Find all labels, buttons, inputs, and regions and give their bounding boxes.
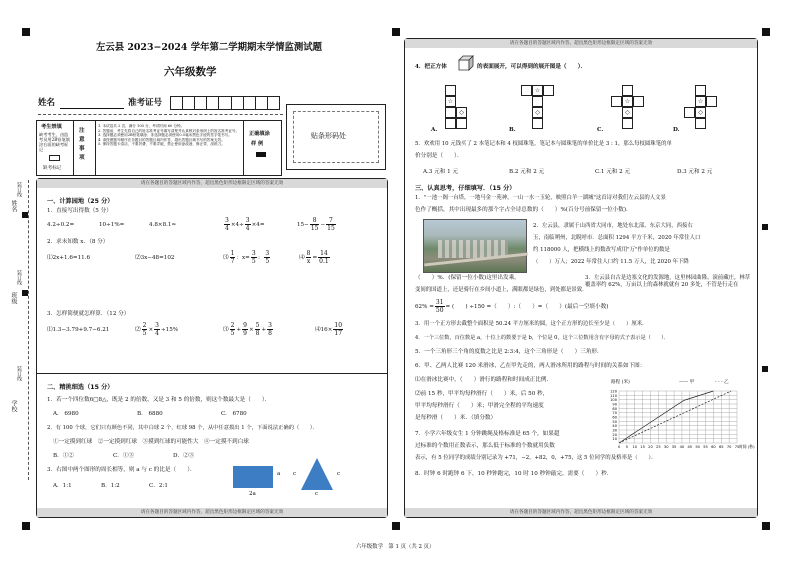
fill-7-d: 是每秒滑（ ）米．（填分数） [415, 415, 497, 421]
q1-e: 15− $\frac{8}{15}$ − $\frac{7}{15}$ [297, 217, 335, 232]
barcode-label: 贴条形码处 [311, 132, 346, 140]
chart-xtick-label: 75 [734, 445, 740, 449]
tri-side-c-left: c [293, 471, 297, 477]
tri-side-c-right: c [337, 471, 341, 477]
net-label-d: D. [673, 127, 680, 133]
side-label-class: 班级 [10, 292, 17, 304]
chart-xtick-label: 60 [711, 445, 716, 449]
fill-example-box [256, 152, 266, 157]
q3-c: ⑶ $\frac{2}{5}$ + $\frac{9}{9}$ × $\frac{5}{8}$ + $\frac{3}{8}$ [223, 322, 272, 337]
side-label-seal-3: 装订线 [16, 366, 22, 381]
net-label-c: C. [597, 127, 604, 133]
side-label-seal-2: 装订线 [16, 270, 22, 285]
choice-2-opt-d[interactable]: D．②③ [173, 453, 195, 459]
fill-2-f: 3．左云县自古是边塞文化的发源地，这里林园曲隆、滚前藏庄，林草覆盖率约 62%，万亩以上的森林就就有 20 多处，不管是行走在 [585, 275, 751, 288]
binding-line [28, 180, 29, 480]
chart-xtick-label: 35 [671, 445, 677, 449]
corner-mark-tl [22, 28, 30, 36]
chart-xtick-label: 25 [656, 445, 661, 449]
section-2-title: 二、精挑细选（15 分） [47, 384, 114, 391]
notice-side-label: 注意事项 [79, 128, 85, 161]
chart-xtick-label: 20 [648, 445, 653, 449]
chart-xtick-label: 70 [726, 445, 732, 449]
q5-opt-c[interactable]: C.1 元和 2 元 [595, 169, 631, 175]
left-banner-top: 请在各题目的答题区域内作答，超出黑色矩形边框限定区域的答案无效 [37, 179, 387, 188]
chart-legend-b: - - - 乙 [715, 380, 729, 385]
chart-plot [605, 385, 755, 451]
q2-d: ⑷ $\frac{8}{x}$ = $\frac{14}{0.1}$ [299, 250, 329, 265]
chart-ytick-label: 120 [610, 389, 617, 394]
right-banner-top: 请在各题目的答题区域内作答，超出黑色矩形边框限定区域的答案无效 [405, 39, 757, 48]
fill-6: 5．一个三角形三个角的度数之比是 2:3:4，这个三角形是（ ）三角形． [415, 349, 603, 355]
fill-2-g: 变间的国道上，还是骑行在乡间小道上，满眼都是绿色，到处都是景致． [415, 287, 588, 293]
chart-ytick-label: 10 [612, 437, 617, 442]
fill-2-e: （ ）%．(保留一位小数)这里出发乘。 [415, 275, 520, 281]
chart-xtick-label: 45 [687, 445, 693, 449]
q2-c: ⑶ $\frac{1}{7}$ ：x= $\frac{3}{5}$ ： $\frac{3}{5}$ [223, 250, 270, 265]
fill-4: 3．用一个正方形去截整个面积是 50.24 平方厘米的圆，这个正方形的边长至少是（ ）厘米． [415, 321, 648, 327]
chart-xtick-label: 5 [625, 445, 629, 449]
q2-title: 2．求未知数 x．（8 分） [47, 239, 109, 245]
q3-title: 3．怎样简便就怎样算．（12 分） [47, 311, 130, 317]
choice-3: 3．右图中两个图形的周长相等，则 a 与 c 的比是（ ）． [47, 467, 196, 473]
fill-example-label: 样 例 [251, 141, 264, 147]
q1-title: 1．直接写出得数（5 分） [47, 208, 112, 214]
chart-ytick-label: 110 [610, 393, 617, 398]
choice-2-line: ①一定摸到红球 ②一定摸到红球 ③摸到红球的可能性大 ④一定摸不到白球 [53, 439, 249, 445]
q5-opt-b[interactable]: B.2 元和 2 元 [509, 169, 545, 175]
barcode-area [286, 104, 386, 170]
tri-side-c-bottom: c [315, 491, 319, 497]
distance-time-chart [605, 379, 755, 451]
q5-text-b: 价分别是（ ）． [415, 153, 463, 159]
absent-mark-box[interactable] [49, 155, 60, 161]
fill-3: 62% = $\frac{31}{50}$ = ( ) ÷150 =（ ）:（ ）=（ ）(最后一空填小数) [415, 299, 609, 314]
net-label-a: A. [431, 127, 438, 133]
exam-no-label: 准考证号 [128, 98, 163, 108]
q2-a: ⑴2x+1.6=11.6 [47, 255, 91, 261]
cube-icon [457, 54, 475, 72]
q1-a: 4.2÷0.2= [47, 222, 75, 228]
notice-text: 缺考考生，由监考员用2B铅笔填涂右面的缺考标记 [39, 132, 70, 152]
choice-3-opt-c[interactable]: C．2:1 [149, 483, 168, 489]
side-mark-3 [762, 224, 768, 230]
q4-text: 的表面展开，可以得到的展开图是（ ）． [477, 64, 587, 70]
page-title: 左云县 2023−2024 学年第二学期期末学情监测试题 [96, 42, 322, 53]
corner-mark-bl [22, 522, 30, 530]
q5-opt-a[interactable]: A.3 元和 1 元 [423, 169, 459, 175]
rect-side-a: a [277, 471, 281, 477]
chart-ytick-label: 30 [612, 428, 617, 433]
chart-ytick-label: 100 [610, 398, 617, 403]
exam-no-grid[interactable] [170, 96, 280, 110]
left-banner-bottom: 请在各题目的答题区域内作答，超出黑色矩形边框限定区域的答案无效 [37, 508, 387, 517]
chart-ytick-label: 80 [612, 406, 617, 411]
chart-xtick-label: 0 [617, 445, 621, 449]
fill-9: 8．时钟 6 时跑钟 6 下，10 秒钟跑完，10 时 10 秒钟敲完，需要（ ）秒． [415, 471, 613, 477]
corner-mark-br [762, 522, 770, 530]
chart-ytick-label: 60 [612, 415, 617, 420]
chart-ytick-label: 90 [612, 402, 617, 407]
fill-8-b: 过标准的个数用正数表示，那么低于标准的个数就用负数 [415, 443, 555, 449]
choice-1-opt-a[interactable]: A. 6980 [53, 411, 79, 417]
side-mark-4 [762, 366, 768, 372]
chart-xtick-label: 15 [640, 445, 645, 449]
notice-title: 考生禁填 [41, 124, 62, 130]
q1-b: 10÷1%= [99, 222, 125, 228]
chart-ytick-label: 20 [612, 432, 617, 437]
corner-mark-bm [392, 522, 400, 530]
choice-3-opt-a[interactable]: A．1:1 [53, 483, 72, 489]
q1-d: $\frac{3}{4}$ ×4÷ $\frac{3}{4}$ ×4= [225, 217, 265, 232]
fill-2-d: （ ）万人；2022 年常住人口约 11.5 万人，比 2020 年下降 [533, 259, 689, 265]
fill-8: 7．小学六年级女生 1 分钟跳绳及格标准是 65 个，如果超 [415, 431, 560, 437]
corner-mark-tm [392, 28, 400, 36]
side-label-seal-1: 装订线 [16, 182, 22, 197]
q2-b: ⑵3x−48=102 [135, 255, 175, 261]
chart-xlabel: 时间 (秒) [739, 444, 755, 449]
rect-side-2a: 2a [249, 491, 256, 497]
right-banner-bottom: 请在各题目的答题区域内作答，超出黑色矩形边框限定区域的答案无效 [405, 508, 757, 517]
net-label-b: B. [509, 127, 516, 133]
fill-7-c: 甲平均每秒滑行（ ）米；甲滑完全程的平均速度 [415, 403, 544, 409]
chart-legend-a: —— 甲 [679, 380, 695, 385]
q5-opt-d[interactable]: D.3 元和 2 元 [677, 169, 713, 175]
triangle-figure [299, 457, 335, 491]
left-answer-panel [36, 178, 388, 518]
q3-d: ⑷16× $\frac{10}{17}$ [315, 322, 343, 337]
chart-xtick-label: 30 [663, 445, 669, 449]
side-label-school: 学校 [10, 400, 17, 412]
chart-xtick-label: 10 [632, 445, 638, 449]
corner-mark-tr [762, 28, 770, 36]
side-label-name: 姓名 [10, 200, 17, 212]
page-footer: 六年级数学 第 1 页（共 2 页） [356, 544, 435, 550]
chart-ytick-label: 50 [612, 419, 617, 424]
chart-ytick-label: 70 [612, 411, 617, 416]
chart-xtick-label: 40 [679, 445, 685, 449]
fill-5: 4．一个三位数，百位数是 a，十位上的数要于是 b，个位是 0，这个三位数用含有字母的式子表示是（ ）． [415, 335, 669, 341]
subject-title: 六年级数学 [164, 66, 217, 78]
fill-2: 2．左云县，隶属于山西省大同市，地处东北部，东京大同，西接右 [533, 223, 693, 229]
name-field[interactable] [60, 108, 124, 109]
fill-2-b: 玉，南临朔州，北睨呼市．总面积 1294 平方千米，2020 年常住人口 [533, 235, 701, 241]
fill-1: 1．"一池一阁一台塔，一地马金一苑神，一山一水一玉轮，映照白羊一湖城"这首诗对我们左云县的人文景 [415, 195, 666, 201]
section-3-title: 三、认真思考，仔细填写．（15 分） [415, 185, 516, 192]
q5-text: 5．欢欢用 10 元钱买了 2 本笔记本和 4 枝圆珠笔，笔记本与圆珠笔的单价比是 3 : 1，那么每枝圆珠笔的单 [415, 141, 672, 147]
fill-example-title: 正确填涂 [249, 131, 270, 137]
choice-2-opt-b[interactable]: B．①② [53, 453, 74, 459]
fill-1-b: 色作了概括，其中出现最多的那个字占全诗总数的（ ）%(百分号前保留一位小数)． [415, 207, 632, 213]
notice-items: 1. 本试卷共 2 页，满分 100 分，考试时间 60 分钟。 2. 答题前，考生先将自己的姓名准考证号填写清楚并认真核对条形码上的姓名准考证号。 3. 选择题必须使用2B铅笔填涂；非选择题必须使用0.5毫米黑色字迹的签字笔书写。 4. 请按照题号顺序在各题目的答题区域内作答，超出答题区域书写的答案无效。 5. 保持答题卡清洁，不要折叠、不要弄破，禁止使用涂改液、修正带、刮纸刀。 [98, 124, 240, 147]
choice-1-opt-c[interactable]: C. 6780 [221, 411, 247, 417]
q4-prefix: 4．把正方体 [415, 64, 447, 70]
rectangle-figure [233, 466, 273, 488]
choice-2: 2．有 100 个球，它们只有颜色不同，其中白球 2 个，红球 98 个，从中任意摸出 1 个，下面说法正确的（ ）． [47, 425, 318, 431]
fill-7-a: ⑴在滑冰比赛中，（ ）滑行的路程和时间成正比例． [415, 377, 553, 383]
fill-7-b: ⑵前 15 秒，甲平均每秒滑行（ ）米，后 50 秒， [415, 391, 549, 397]
city-aerial-photo [423, 219, 527, 273]
q3-a: ⑴1.3−3.79+9.7−6.21 [47, 327, 110, 333]
chart-ytick-label: 40 [612, 424, 617, 429]
notice-table [36, 120, 282, 176]
choice-3-opt-b[interactable]: B．1:2 [101, 483, 120, 489]
fill-2-c: 约 118000 人，把横线上的数改写成用"万"作单位的数是 [533, 247, 670, 253]
absent-mark-label: 缺考标记 [43, 166, 62, 171]
fill-7: 6．甲、乙两人比赛 120 米滑冰，乙在甲先走的，两人滑冰所用的路程与时间的关系如下图： [415, 363, 646, 369]
choice-2-opt-c[interactable]: C．①③ [113, 453, 135, 459]
q1-c: 4.8×8.1≈ [149, 222, 177, 228]
chart-xtick-label: 55 [703, 445, 708, 449]
exam-no-underline [38, 114, 283, 115]
name-label: 姓名 [38, 98, 56, 108]
chart-ylabel: 路程 (米) [611, 380, 630, 385]
section-1-title: 一、计算园地（25 分） [47, 198, 114, 205]
choice-1-opt-b[interactable]: B. 6880 [137, 411, 163, 417]
q3-b: ⑵ $\frac{2}{5}$ × $\frac{3}{4}$ ÷15% [135, 322, 179, 337]
fill-8-c: 表示，有 5 位同学的成绩分别记录为 +71，−2，+82，0，+75，这 5 位同学的及格率是（ ）． [415, 455, 657, 461]
right-answer-panel: 请在各题目的答题区域内作答，超出黑色矩形边框限定区域的答案无效 请在各题目的答题区域内作答，超出黑色矩形边框限定区域的答案无效 4．把正方体 的表面展开，可以得到的展开图是（ ）． ☆ ◇ A. ☆ ◇ B. ☆ ◇ C. ☆ ◇ D. 5．欢欢用 10 元钱买了 2 本笔记本和 4 枝圆珠笔，笔记本与圆珠笔的单价比是 3 : 1，那么每枝圆珠笔的单 价分别是（ ）． A.3 元和 1 元 B.2 元和 2 元 C.1 元和 2 元 D.3 元和 2 元 三、认真思考，仔细填写．（15 分） 1．"一池一阁一台塔，一地马金一苑神，一山一水一玉轮，映照白羊一湖城"这首诗对我们左云县的人文景 色作了概括，其中出现最多的那个字占全诗总数的（ ）%(百分号前保留一位小数)． 2．左云县，隶属于山西省大同市，地处东北部，东京大同，西接右 玉，南临朔州，北睨呼市．总面积 1294 平方千米，2020 年常住人口 约 118000 人，把横线上的数改写成用"万"作单位的数是 （ ）万人；2022 年常住人口约 11.5 万人，比 2020 年下降 （ ）%．(保留一位小数)这里出发乘。 3．左云县自古是边塞文化的发源地，这里林园曲隆、滚前藏庄，林草覆盖率约 62%，万亩以上的森林就就有 20 多处，不管是行走在 变间的国道上，还是骑行在乡间小道上，满眼都是绿色，到处都是景致． 62% = $\frac{31}{50}$ = ( ) ÷150 =（ ）:（ ）=（ ）(最后一空填小数) 3．用一个正方形去截整个面积是 50.24 平方厘米的圆，这个正方形的边长至少是（ ）厘米． 4．一个三位数，百位数是 a，十位上的数要于是 b，个位是 0，这个三位数用含有字母的式子表示是（ ）． 5．一个三角形三个角的度数之比是 2:3:4，这个三角形是（ ）三角形． 6．甲、乙两人比赛 120 米滑冰，乙在甲先走的，两人滑冰所用的路程与时间的关系如下图： ⑴在滑冰比赛中，（ ）滑行的路程和时间成正比例． ⑵前 15 秒，甲平均每秒滑行（ ）米，后 50 秒， 甲平均每秒滑行（ ）米；甲滑完全程的平均速度 是每秒滑（ ）米．（填分数） 7．小学六年级女生 1 分钟跳绳及格标准是 65 个，如果超 过标准的个数用正数表示，那么低于标准的个数就用负数 表示，有 5 位同学的成绩分别记录为 +71，−2，+82，0，+75，这 5 位同学的及格率是（ ）． 8．时钟 6 时跑钟 6 下，10 秒钟跑完，10 时 10 秒钟敲完，需要（ ）秒． 路程 (米) —— 甲 - - - 乙 120 110 100 90 80 70 60 50 40 30 20 10 0 5 10 15 20 25 30 35 40 45 50 55 60 65 70 75 时间 (秒) [404, 38, 758, 518]
chart-xtick-label: 65 [718, 445, 724, 449]
choice-1: 1．若一个四位数6□8△，既是 2 的倍数，又是 3 和 5 的倍数，则这个数最大是（ ）． [47, 397, 271, 403]
chart-xtick-label: 50 [695, 445, 700, 449]
section-divider [37, 373, 387, 374]
